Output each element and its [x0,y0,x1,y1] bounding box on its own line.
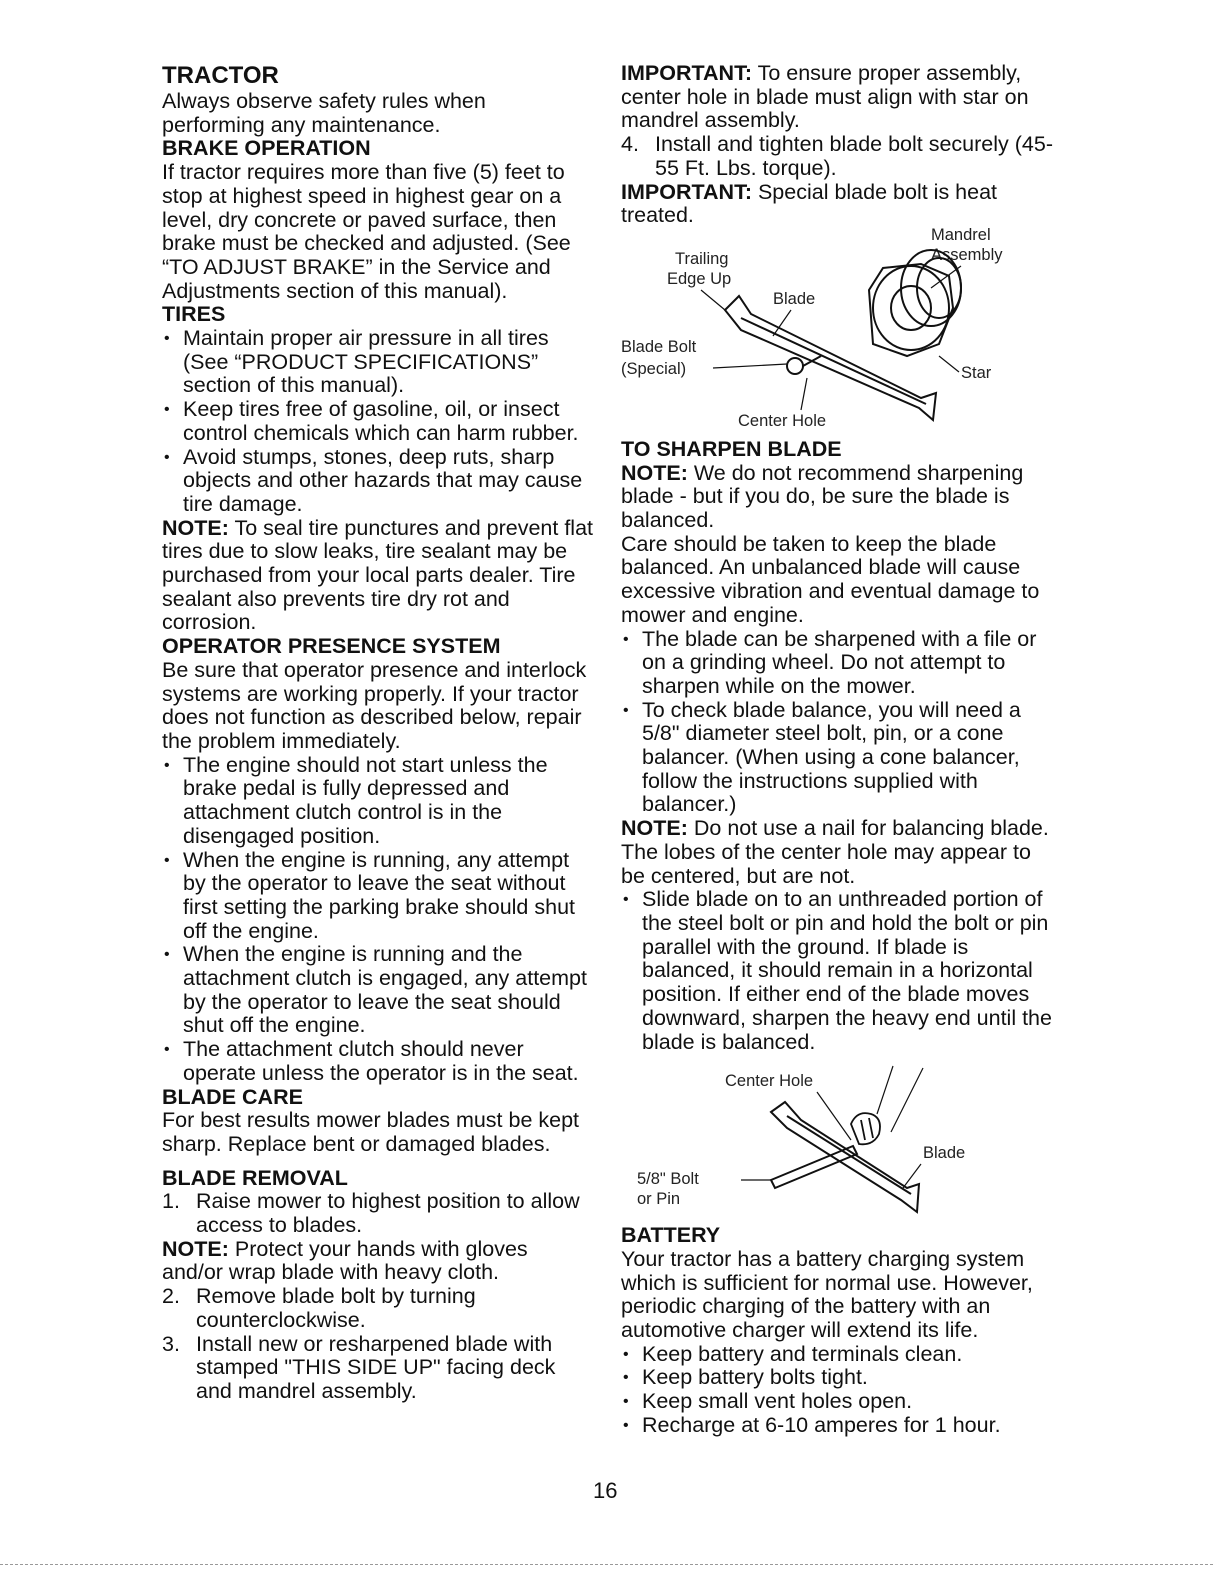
step-text: Raise mower to highest position to allow access to blades. [196,1189,580,1238]
important-text: Special blade bolt is heat treated. [621,179,998,228]
list-item: • To check blade balance, you will need a 5/8" diameter steel bolt, pin, or a cone balancer. (When using a cone balancer, follow the instructions supplied with balancer.) [621,699,1056,818]
note-text: Protect your hands with gloves and/or wrap blade with heavy cloth. [162,1236,528,1285]
list-item: • Recharge at 6-10 amperes for 1 hour. [621,1414,1056,1438]
sharpen-note [621,462,1056,533]
tractor-heading: TRACTOR [162,62,279,89]
brake-text: If tractor requires more than five (5) feet to stop at highest speed in highest gear on a level, dry concrete or paved surface, then brake must be checked and adjusted. (See “TO ADJUST BRAKE” in the Service and Adjustments section of this manual). [162,160,571,303]
important-label: IMPORTANT: [621,179,752,204]
step-number: 3. [162,1331,180,1356]
blade-shape [725,296,936,420]
step-item [162,1190,594,1237]
important-note-1 [621,62,1056,133]
left-column [162,62,594,1404]
leader-lines [701,266,961,410]
ops-heading: OPERATOR PRESENCE SYSTEM [162,634,501,659]
ops-text: Be sure that operator presence and interlock systems are working properly. If your tractor does not function as described below, repair the problem immediately. [162,657,587,753]
removal-steps-2 [162,1285,594,1404]
sharpen-heading: TO SHARPEN BLADE [621,436,842,461]
list-item: • Keep tires free of gasoline, oil, or insect control chemicals which can harm rubber. [162,398,594,445]
tires-list [162,327,594,517]
list-item: • Keep battery bolts tight. [621,1366,1056,1390]
step-text: Remove blade bolt by turning counterclockwise. [196,1284,476,1332]
removal-note [162,1238,594,1285]
page-number: 16 [593,1478,618,1503]
step-text: Install and tighten blade bolt securely (45-55 Ft. Lbs. torque). [655,132,1053,180]
battery-heading: BATTERY [621,1223,721,1248]
step-text: Install new or resharpened blade with stamped "THIS SIDE UP" facing deck and mandrel assembly. [196,1331,556,1403]
list-item: • Keep battery and terminals clean. [621,1343,1056,1367]
blade-removal-heading: BLADE REMOVAL [162,1165,348,1190]
note-text: Do not use a nail for balancing blade. The lobes of the center hole may appear to be centered, but are not. [621,816,1049,888]
label-center-hole: Center Hole [738,411,827,430]
tires-note [162,517,594,636]
label-center-hole: Center Hole [725,1072,814,1091]
note-label: NOTE: [621,460,688,485]
ops-list [162,754,594,1086]
step-number: 2. [162,1284,180,1309]
blade-balance-figure [621,1054,1056,1224]
important-note-2 [621,181,1056,228]
list-item: • Avoid stumps, stones, deep ruts, sharp objects and other hazards that may cause tire damage. [162,446,594,517]
note-label: NOTE: [162,515,229,540]
note-label: NOTE: [621,816,688,841]
blade-care-text: For best results mower blades must be kept sharp. Replace bent or damaged blades. [162,1108,580,1156]
step-number: 1. [162,1189,180,1214]
label-assembly: Assembly [931,245,1003,264]
list-item: • Slide blade on to an unthreaded portion of the steel bolt or pin and hold the bolt or pin parallel with the ground. If blade is balanced, it should remain in a horizontal position. If either end of the blade moves downward, sharpen the heavy end until the blade is balanced. [621,888,1056,1054]
label-trailing: Trailing [675,249,729,268]
step-item [162,1285,594,1332]
blade-shape [771,1102,919,1212]
list-item: • When the engine is running and the attachment clutch is engaged, any attempt by the operator to leave the seat should shut off the engine. [162,943,594,1038]
label-bolt: 5/8" Bolt [637,1170,699,1189]
sharpen-text: Care should be taken to keep the blade balanced. An unbalanced blade will cause excessive vibration and eventual damage to mower and engine. [621,531,1040,627]
list-item: • The blade can be sharpened with a file or on a grinding wheel. Do not attempt to sharpen while on the mower. [621,628,1056,699]
blade-bolt-shape [787,356,821,374]
note-text: We do not recommend sharpening blade - but if you do, be sure the blade is balanced. [621,460,1024,533]
list-item: • When the engine is running, any attempt by the operator to leave the seat without first setting the parking brake should shut off the engine. [162,849,594,944]
tractor-text: Always observe safety rules when performing any maintenance. [162,89,486,137]
hand-icon [851,1113,880,1144]
label-special: (Special) [621,359,687,378]
blade-mandrel-diagram [621,228,1051,438]
list-item: • Maintain proper air pressure in all tires (See “PRODUCT SPECIFICATIONS” section of this manual). [162,327,594,398]
balance-list [621,888,1056,1054]
battery-list [621,1343,1056,1438]
important-label: IMPORTANT: [621,61,752,85]
label-blade-bolt: Blade Bolt [621,337,697,356]
step-item [162,1333,594,1404]
label-mandrel: Mandrel [931,227,991,244]
blade-care-heading: BLADE CARE [162,1084,303,1109]
sharpen-list [621,628,1056,818]
note-label: NOTE: [162,1236,229,1261]
note-text: To seal tire punctures and prevent flat tires due to slow leaks, tire sealant may be purchased from your local parts dealer. Tire sealant also prevents tire dry rot and corrosion. [162,515,594,635]
tires-heading: TIRES [162,302,226,327]
list-item: • Keep small vent holes open. [621,1390,1056,1414]
label-edge-up: Edge Up [667,269,732,288]
important-text: To ensure proper assembly, center hole in blade must align with star on mandrel assembly. [621,61,1029,133]
install-steps [621,133,1056,180]
balance-note [621,817,1056,888]
blade-balance-diagram [621,1054,1051,1224]
list-item: • The attachment clutch should never operate unless the operator is in the seat. [162,1038,594,1085]
mandrel-shape [869,250,961,356]
step-item [621,133,1056,180]
label-star: Star [961,363,992,382]
bottom-divider [0,1564,1213,1565]
removal-steps [162,1190,594,1237]
step-number: 4. [621,132,639,157]
brake-heading: BRAKE OPERATION [162,136,371,161]
battery-text: Your tractor has a battery charging system which is sufficient for normal use. However, periodic charging of the battery with an automotive charger will extend its life. [621,1246,1033,1343]
label-or-pin: or Pin [637,1190,681,1209]
right-column [621,62,1056,1438]
list-item: • The engine should not start unless the brake pedal is fully depressed and attachment clutch control is in the disengaged position. [162,754,594,849]
blade-mandrel-figure [621,228,1056,438]
label-blade: Blade [923,1144,966,1163]
label-blade: Blade [773,289,816,308]
